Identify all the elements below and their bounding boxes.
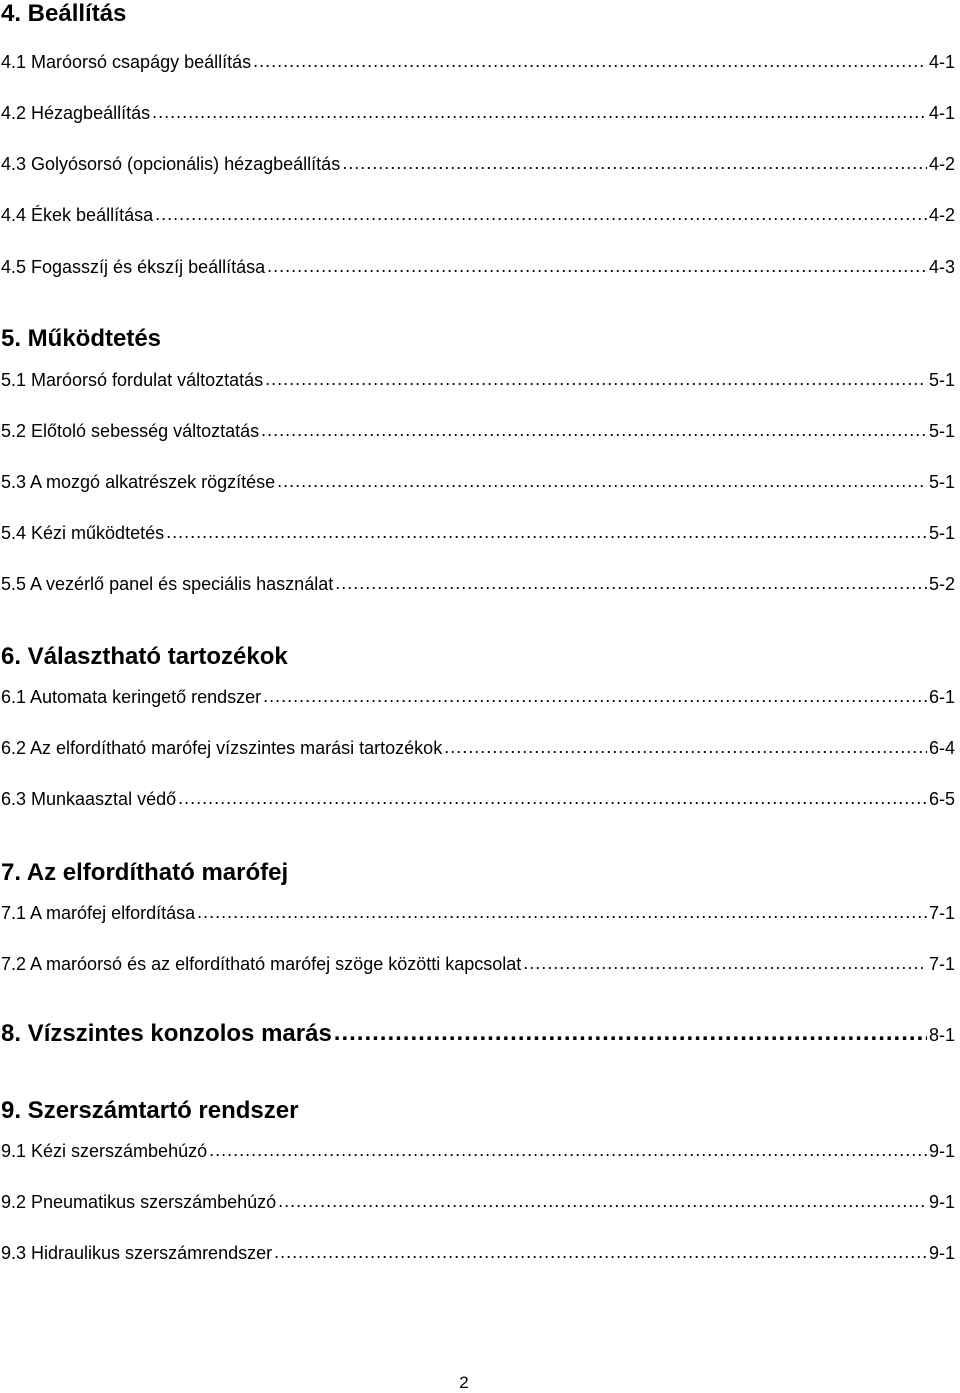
toc-entry-label: 4.4 Ékek beállítása <box>1 205 154 225</box>
toc-entry-page: 5-1 <box>928 523 955 543</box>
toc-entry-page: 9-1 <box>928 1192 955 1212</box>
toc-entry-page: 5-2 <box>928 574 955 594</box>
toc-entry-page: 7-1 <box>928 954 955 974</box>
dot-leader <box>265 368 927 390</box>
dot-leader <box>209 1139 927 1161</box>
chapter-7-heading: 7. Az elfordítható marófej <box>1 859 289 886</box>
toc-entry-label: 4.5 Fogasszíj és ékszíj beállítása <box>1 257 266 277</box>
toc-entry[interactable] <box>1 737 955 759</box>
dot-leader <box>267 255 927 277</box>
dot-leader <box>277 470 927 492</box>
toc-entry-page: 6-1 <box>928 687 955 707</box>
toc-entry[interactable] <box>1 686 955 708</box>
dot-leader <box>155 203 927 225</box>
dot-leader <box>152 101 927 123</box>
toc-entry-label: 9.3 Hidraulikus szerszámrendszer <box>1 1243 273 1263</box>
dot-leader <box>444 736 927 758</box>
dot-leader <box>342 152 927 174</box>
toc-entry-label: 6.3 Munkaasztal védő <box>1 789 177 809</box>
toc-entry-page: 6-4 <box>928 738 955 758</box>
toc-entry-page: 4-2 <box>928 154 955 174</box>
toc-entry[interactable] <box>1 153 955 175</box>
toc-entry-label: 5.4 Kézi működtetés <box>1 523 165 543</box>
toc-entry-page: 9-1 <box>928 1141 955 1161</box>
toc-entry[interactable] <box>1 902 955 924</box>
toc-entry-label: 4.3 Golyósorsó (opcionális) hézagbeállítás <box>1 154 341 174</box>
toc-entry[interactable] <box>1 1191 955 1213</box>
toc-entry-page: 5-1 <box>928 472 955 492</box>
dot-leader <box>261 419 927 441</box>
toc-entry[interactable] <box>1 1140 955 1162</box>
dot-leader <box>197 901 927 923</box>
toc-entry-label: 9.1 Kézi szerszámbehúzó <box>1 1141 208 1161</box>
toc-entry-page: 6-5 <box>928 789 955 809</box>
toc-entry-label: 4.2 Hézagbeállítás <box>1 103 151 123</box>
dot-leader <box>274 1241 927 1263</box>
page-number: 2 <box>459 1373 469 1392</box>
toc-entry-page: 5-1 <box>928 370 955 390</box>
dot-leader <box>166 521 927 543</box>
toc-entry-page: 5-1 <box>928 421 955 441</box>
toc-entry-label: 6.2 Az elfordítható marófej vízszintes marási tartozékok <box>1 738 443 758</box>
dot-leader <box>334 1022 927 1044</box>
toc-entry[interactable] <box>1 573 955 595</box>
toc-entry[interactable] <box>1 256 955 278</box>
chapter-6-heading: 6. Választható tartozékok <box>1 643 288 670</box>
toc-entry-page: 4-1 <box>928 52 955 72</box>
toc-entry-label: 5.2 Előtoló sebesség változtatás <box>1 421 260 441</box>
toc-entry-page: 4-1 <box>928 103 955 123</box>
toc-entry[interactable] <box>1 204 955 226</box>
toc-entry-label: 9.2 Pneumatikus szerszámbehúzó <box>1 1192 277 1212</box>
chapter-9-heading: 9. Szerszámtartó rendszer <box>1 1097 299 1124</box>
toc-entry-label: 5.3 A mozgó alkatrészek rögzítése <box>1 472 276 492</box>
toc-entry-page: 7-1 <box>928 903 955 923</box>
toc-entry-page: 8-1 <box>928 1025 955 1045</box>
chapter-8-entry[interactable] <box>1 1020 955 1047</box>
toc-entry-label: 7.2 A maróorsó és az elfordítható marófej szöge közötti kapcsolat <box>1 954 522 974</box>
toc-entry-label: 5.1 Maróorsó fordulat változtatás <box>1 370 264 390</box>
chapter-5-heading: 5. Működtetés <box>1 325 162 352</box>
toc-entry[interactable] <box>1 788 955 810</box>
dot-leader <box>178 787 927 809</box>
dot-leader <box>253 50 927 72</box>
dot-leader <box>263 685 927 707</box>
toc-entry-label: 4.1 Maróorsó csapágy beállítás <box>1 52 252 72</box>
toc-entry-label: 5.5 A vezérlő panel és speciális használat <box>1 574 334 594</box>
toc-entry[interactable] <box>1 522 955 544</box>
toc-entry[interactable] <box>1 471 955 493</box>
toc-entry-page: 9-1 <box>928 1243 955 1263</box>
toc-entry-page: 4-3 <box>928 257 955 277</box>
toc-entry-page: 4-2 <box>928 205 955 225</box>
toc-entry[interactable] <box>1 953 955 975</box>
toc-entry-label: 8. Vízszintes konzolos marás <box>1 1020 332 1047</box>
chapter-4-heading: 4. Beállítás <box>1 0 127 27</box>
toc-entry[interactable] <box>1 420 955 442</box>
toc-entry[interactable] <box>1 1242 955 1264</box>
toc-entry-label: 6.1 Automata keringető rendszer <box>1 687 262 707</box>
dot-leader <box>335 572 927 594</box>
toc-entry[interactable] <box>1 51 955 73</box>
toc-entry[interactable] <box>1 102 955 124</box>
toc-entry-label: 7.1 A marófej elfordítása <box>1 903 196 923</box>
toc-entry[interactable] <box>1 369 955 391</box>
dot-leader <box>523 952 927 974</box>
dot-leader <box>278 1190 927 1212</box>
